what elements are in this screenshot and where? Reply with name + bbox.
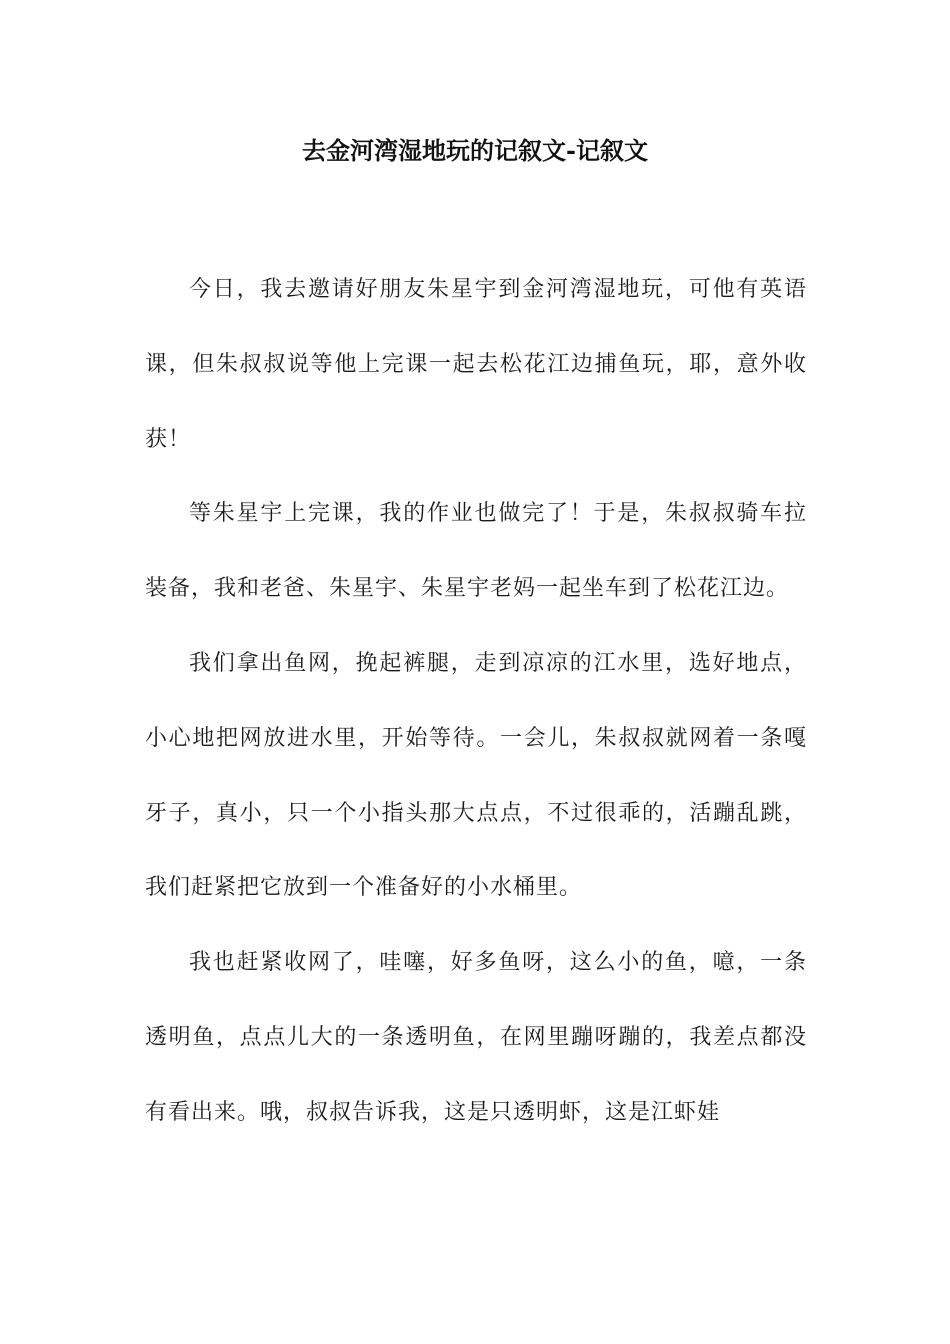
paragraph-3: 我们拿出鱼网，挽起裤腿，走到凉凉的江水里，选好地点，小心地把网放进水里，开始等待。一会儿，朱叔叔就网着一条嘎牙子，真小，只一个小指头那大点点，不过很乖的，活蹦乱跳，我们赶紧把它放到一个准备好的小水桶里。 [145,650,807,901]
paragraph-2: 等朱星宇上完课，我的作业也做完了！于是，朱叔叔骑车拉装备，我和老爸、朱星宇、朱星宇老妈一起坐车到了松花江边。 [145,501,807,602]
document-body [145,253,807,1151]
document-title: 去金河湾湿地玩的记叙文-记叙文 [302,136,648,165]
paragraph-4: 我也赶紧收网了，哇噻，好多鱼呀，这么小的鱼，噫，一条透明鱼，点点儿大的一条透明鱼，在网里蹦呀蹦的，我差点都没有看出来。哦，叔叔告诉我，这是只透明虾，这是江虾娃 [145,950,807,1125]
paragraph-1: 今日，我去邀请好朋友朱星宇到金河湾湿地玩，可他有英语课，但朱叔叔说等他上完课一起去松花江边捕鱼玩，耶，意外收获！ [145,277,807,452]
